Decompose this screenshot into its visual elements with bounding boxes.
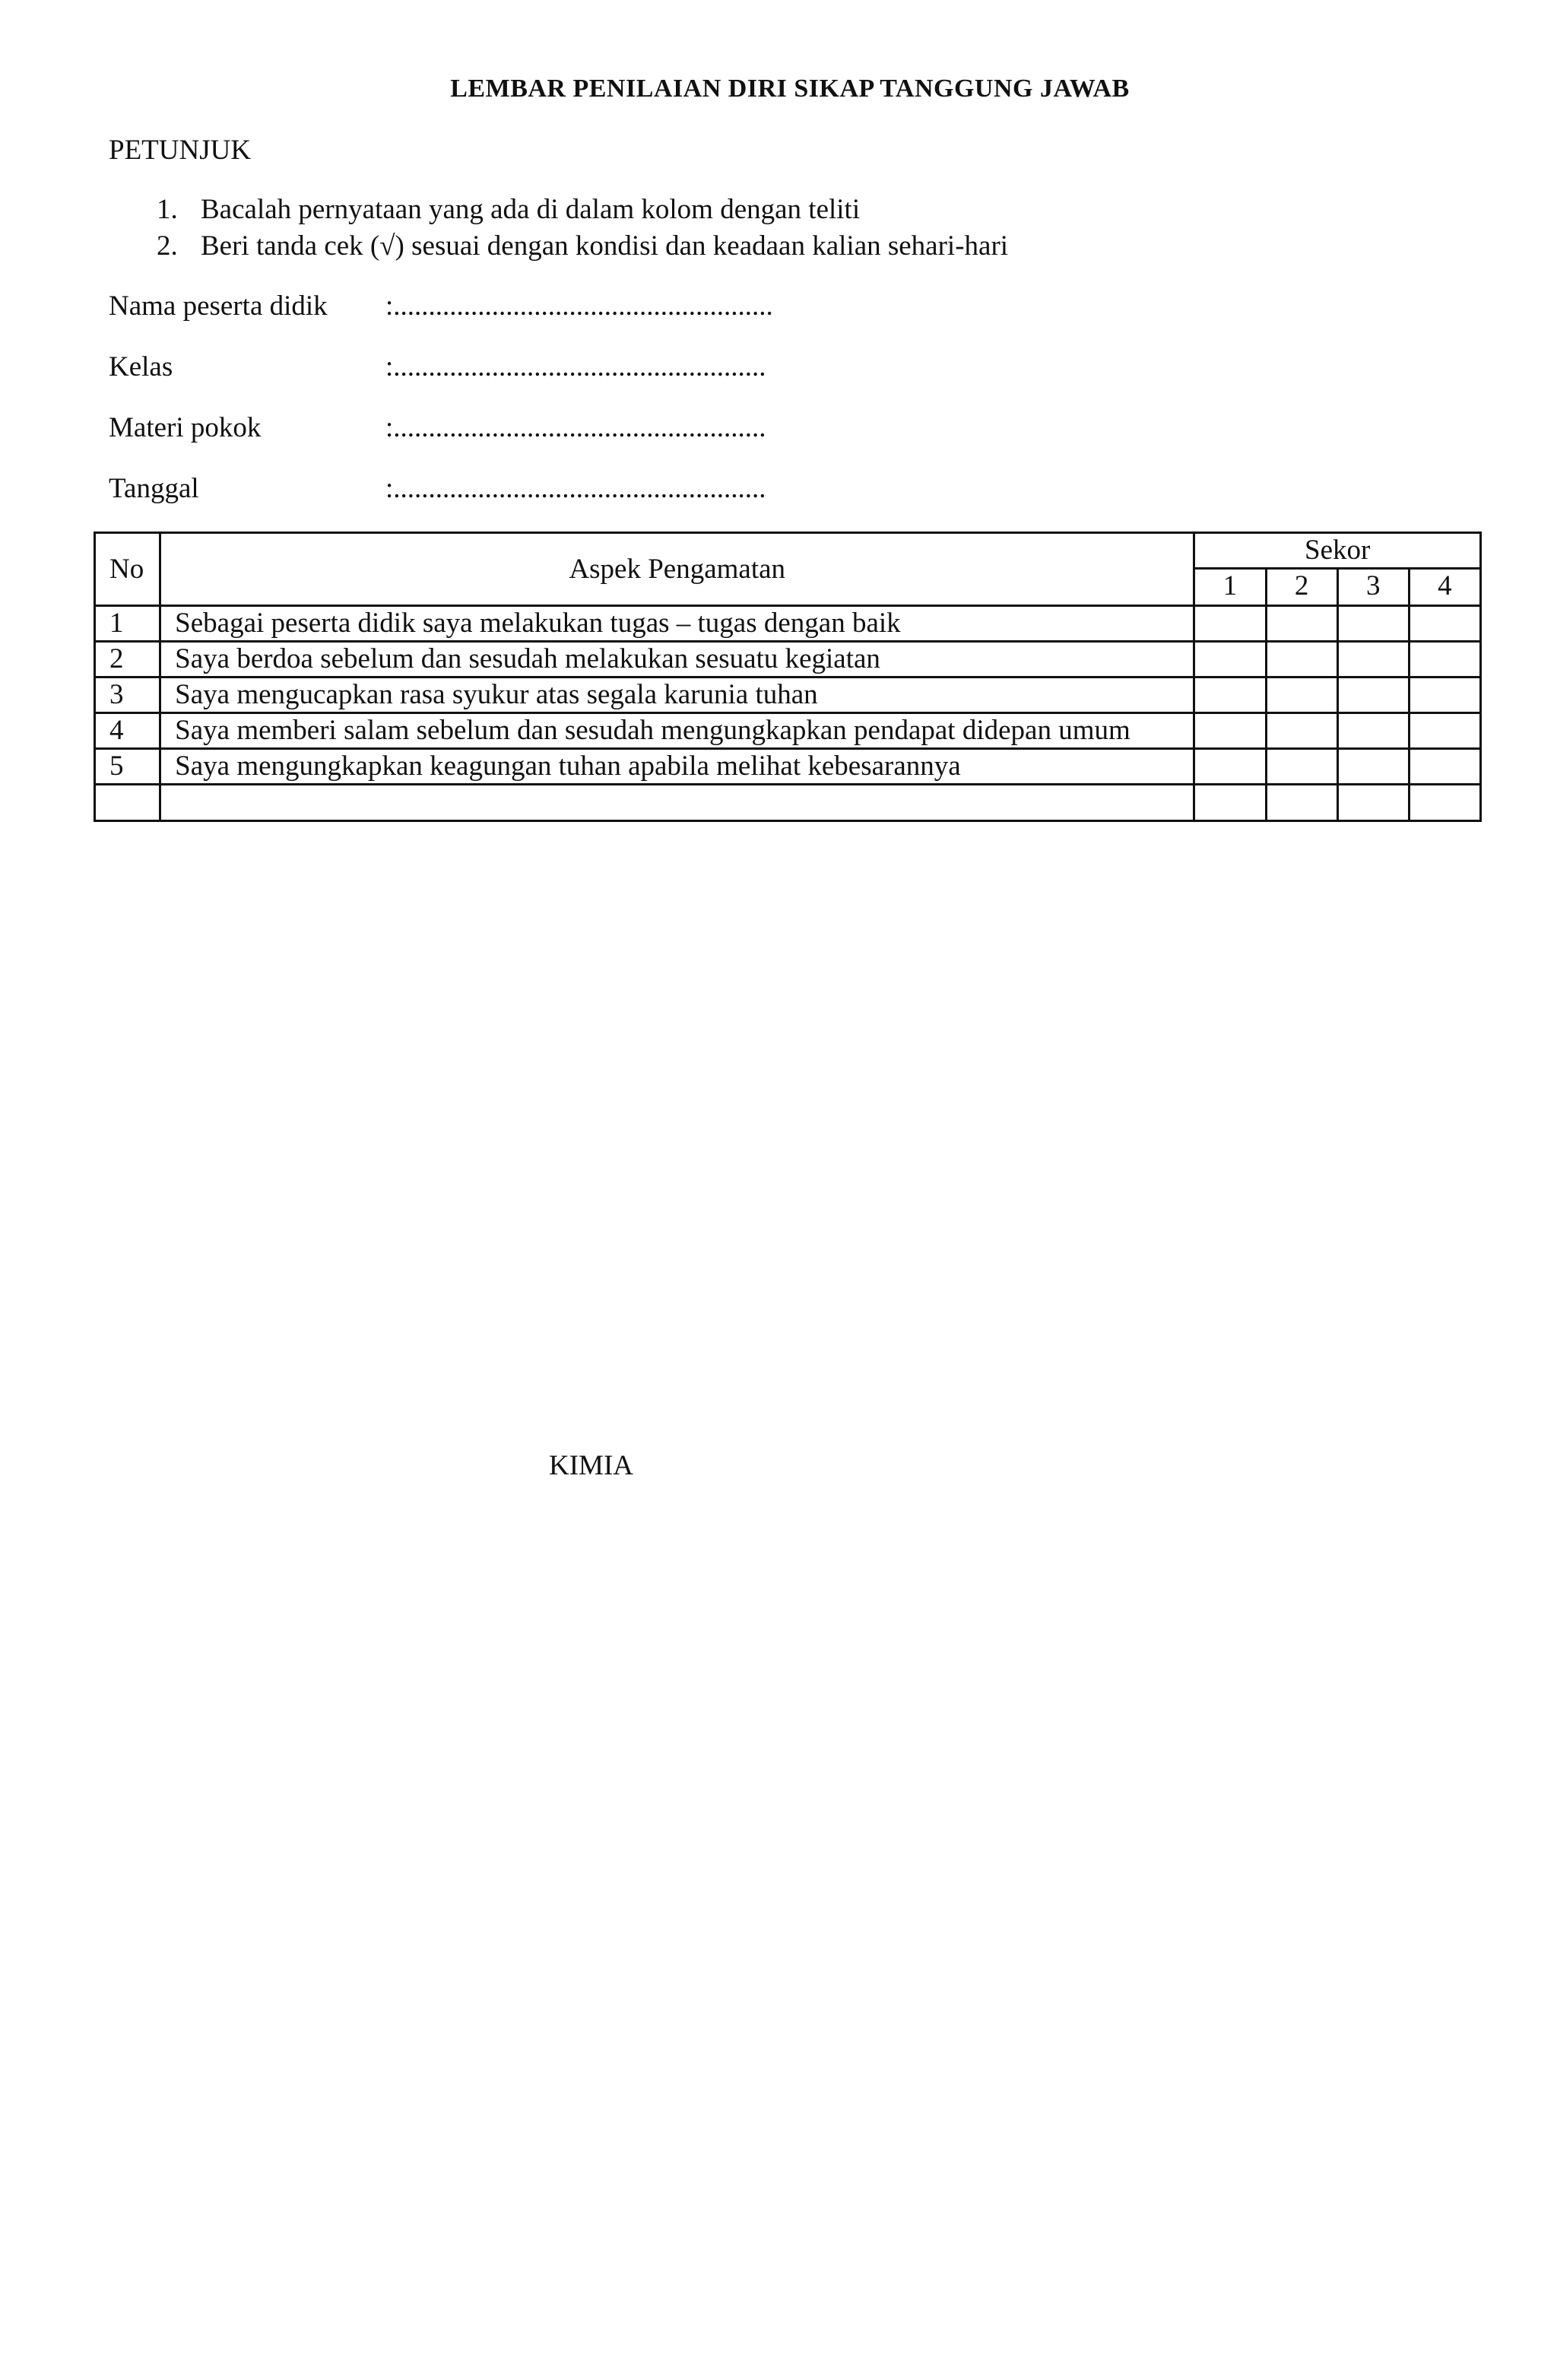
score-cell[interactable] xyxy=(1409,749,1480,785)
field-blank-tanggal[interactable]: :..................................................... xyxy=(385,473,766,504)
score-cell[interactable] xyxy=(1337,785,1409,821)
score-header-4: 4 xyxy=(1409,569,1480,606)
empty-cell xyxy=(95,785,160,821)
header-aspek: Aspek Pengamatan xyxy=(160,533,1194,606)
score-cell[interactable] xyxy=(1409,642,1480,678)
row-number: 3 xyxy=(95,678,160,713)
score-header-3: 3 xyxy=(1337,569,1409,606)
row-number: 4 xyxy=(95,713,160,749)
field-nama xyxy=(109,287,773,348)
table-row xyxy=(95,642,1481,678)
score-cell[interactable] xyxy=(1194,606,1266,642)
table-row-empty xyxy=(95,785,1481,821)
score-header-2: 2 xyxy=(1266,569,1337,606)
score-cell[interactable] xyxy=(1194,678,1266,713)
score-cell[interactable] xyxy=(1266,642,1337,678)
score-cell[interactable] xyxy=(1266,785,1337,821)
instruction-number: 2. xyxy=(157,230,178,262)
identity-fields xyxy=(109,287,773,531)
instruction-item xyxy=(157,192,1008,228)
score-cell[interactable] xyxy=(1409,678,1480,713)
row-statement: Saya berdoa sebelum dan sesudah melakukan sesuatu kegiatan xyxy=(160,642,1194,678)
score-cell[interactable] xyxy=(1337,606,1409,642)
footer-subject: KIMIA xyxy=(549,1450,633,1481)
document-title: LEMBAR PENILAIAN DIRI SIKAP TANGGUNG JAWAB xyxy=(450,75,1130,103)
field-label: Materi pokok xyxy=(109,412,262,443)
score-cell[interactable] xyxy=(1194,642,1266,678)
table-row xyxy=(95,678,1481,713)
field-label: Nama peserta didik xyxy=(109,290,328,322)
row-number: 5 xyxy=(95,749,160,785)
score-cell[interactable] xyxy=(1194,713,1266,749)
table-row xyxy=(95,749,1481,785)
header-no: No xyxy=(95,533,160,606)
score-cell[interactable] xyxy=(1194,749,1266,785)
score-cell[interactable] xyxy=(1337,749,1409,785)
field-tanggal xyxy=(109,470,773,531)
score-cell[interactable] xyxy=(1337,642,1409,678)
row-statement: Saya mengungkapkan keagungan tuhan apabila melihat kebesarannya xyxy=(160,749,1194,785)
row-statement: Saya mengucapkan rasa syukur atas segala karunia tuhan xyxy=(160,678,1194,713)
score-cell[interactable] xyxy=(1337,678,1409,713)
table-row xyxy=(95,606,1481,642)
row-number: 1 xyxy=(95,606,160,642)
score-header-1: 1 xyxy=(1194,569,1266,606)
field-label: Kelas xyxy=(109,351,173,382)
instructions-list xyxy=(157,192,1008,265)
score-cell[interactable] xyxy=(1409,606,1480,642)
header-sekor: Sekor xyxy=(1194,533,1481,569)
instruction-item xyxy=(157,228,1008,265)
score-cell[interactable] xyxy=(1266,749,1337,785)
score-cell[interactable] xyxy=(1409,785,1480,821)
instructions-heading: PETUNJUK xyxy=(109,135,252,166)
row-number: 2 xyxy=(95,642,160,678)
score-cell[interactable] xyxy=(1266,606,1337,642)
field-label: Tanggal xyxy=(109,473,199,504)
table-row xyxy=(95,713,1481,749)
instruction-text: Bacalah pernyataan yang ada di dalam kolom dengan teliti xyxy=(201,194,861,225)
assessment-table xyxy=(94,532,1482,822)
row-statement: Sebagai peserta didik saya melakukan tugas – tugas dengan baik xyxy=(160,606,1194,642)
score-cell[interactable] xyxy=(1337,713,1409,749)
empty-cell xyxy=(160,785,1194,821)
field-materi xyxy=(109,409,773,470)
field-blank-nama[interactable]: :...................................................... xyxy=(385,290,773,322)
score-cell[interactable] xyxy=(1266,713,1337,749)
field-kelas xyxy=(109,348,773,409)
table-header-row xyxy=(95,533,1481,569)
score-cell[interactable] xyxy=(1266,678,1337,713)
field-blank-materi[interactable]: :..................................................... xyxy=(385,412,766,443)
instruction-number: 1. xyxy=(157,194,178,225)
field-blank-kelas[interactable]: :..................................................... xyxy=(385,351,766,382)
score-cell[interactable] xyxy=(1194,785,1266,821)
score-cell[interactable] xyxy=(1409,713,1480,749)
instruction-text: Beri tanda cek (√) sesuai dengan kondisi dan keadaan kalian sehari-hari xyxy=(201,230,1009,262)
row-statement: Saya memberi salam sebelum dan sesudah mengungkapkan pendapat didepan umum xyxy=(160,713,1194,749)
